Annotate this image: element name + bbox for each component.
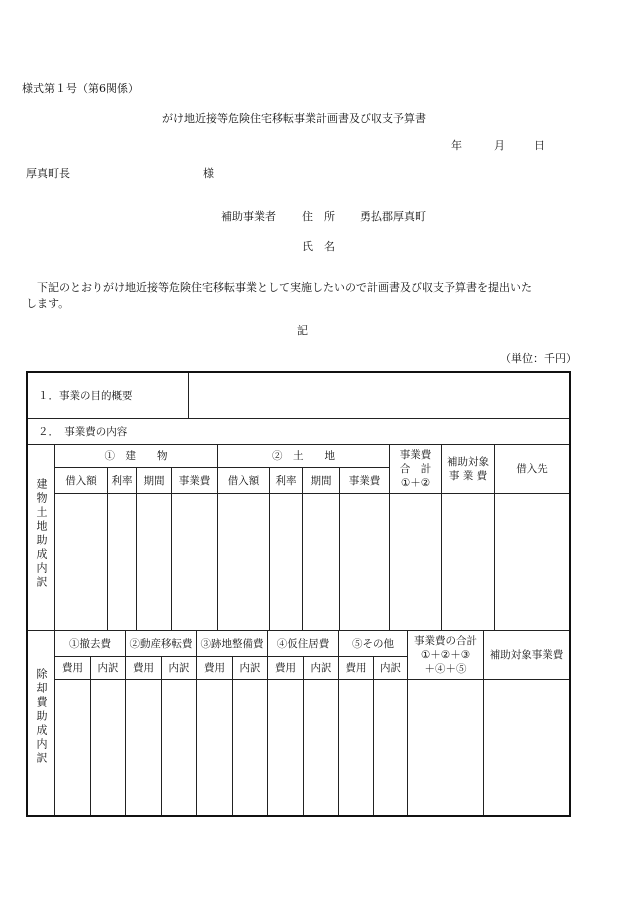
page-title: がけ地近接等危険住宅移転事業計画書及び収支予算書 [162,112,426,125]
other-detail-header: 内訳 [380,662,401,674]
demolition-side-label: 除却費助成内訳 [35,668,48,766]
form-number: 様式第１号（第6関係） [22,82,139,95]
address-value: 勇払郡厚真町 [360,210,426,223]
moving-detail-header: 内訳 [168,662,190,674]
land-rate-header: 利率 [275,474,297,487]
land-header: ② 土 地 [272,450,335,462]
date-month-label: 月 [494,139,505,152]
temporary-detail-header: 内訳 [310,662,332,674]
site-detail-header: 内訳 [239,662,261,674]
applicant-role: 補助事業者 [221,210,276,223]
demolition-total-line-1: 事業費の合計 [414,635,477,647]
removal-detail-header: 内訳 [97,662,119,674]
cost-label: ２． 事業費の内容 [38,425,128,438]
demolition-total-line-2: ①＋②＋③ [420,649,471,661]
building-rate-header: 利率 [111,474,133,487]
date-year-label: 年 [451,139,462,152]
building-cost-header: 事業費 [178,474,211,487]
other-cost-header: 費用 [345,662,367,674]
site-cost-header: 費用 [204,662,225,674]
building-header: ① 建 物 [104,450,168,462]
ki-label: 記 [297,324,308,337]
total-header-line-3: ①＋② [400,477,431,489]
building-loan-amount-header: 借入額 [65,474,97,487]
group-other-header: ⑤その他 [352,637,394,650]
demolition-total-line-3: ＋④＋⑤ [424,663,467,675]
group-temporary-header: ④仮住居費 [276,637,330,650]
removal-cost-header: 費用 [62,662,83,674]
total-header-line-2: 合 計 [399,463,432,475]
land-period-header: 期間 [310,474,332,487]
land-cost-header: 事業費 [348,474,381,487]
demolition-subsidy-header: 補助対象事業費 [489,649,564,661]
statement-line-2: します。 [26,297,70,310]
group-site-header: ③跡地整備費 [200,637,264,650]
building-period-header: 期間 [143,474,165,487]
purpose-label: １．事業の目的概要 [38,389,133,402]
temporary-cost-header: 費用 [275,662,296,674]
address-label: 住 所 [302,210,335,223]
total-header-line-1: 事業費 [399,449,432,461]
statement-line-1: 下記のとおりがけ地近接等危険住宅移転事業として実施したいので計画書及び収支予算書を提出いた [26,281,532,294]
land-loan-amount-header: 借入額 [227,474,260,487]
name-label: 氏 名 [302,240,335,253]
unit-label: （単位：千円） [500,352,577,365]
group-removal-header: ①撤去費 [69,637,111,650]
subsidy-header-line-1: 補助対象 [447,456,489,468]
addressee: 厚真町長 [26,167,70,180]
date-day-label: 日 [534,139,545,152]
group-moving-header: ②動産移転費 [129,637,193,650]
demolition-total-header [408,631,483,679]
lender-header: 借入先 [516,463,548,475]
subsidy-header-line-2: 事 業 費 [448,470,488,482]
addressee-suffix: 様 [203,167,214,180]
subsidy-header [442,445,494,493]
total-header [390,445,441,493]
moving-cost-header: 費用 [133,662,154,674]
building-land-side-label: 建物土地助成内訳 [35,478,48,590]
